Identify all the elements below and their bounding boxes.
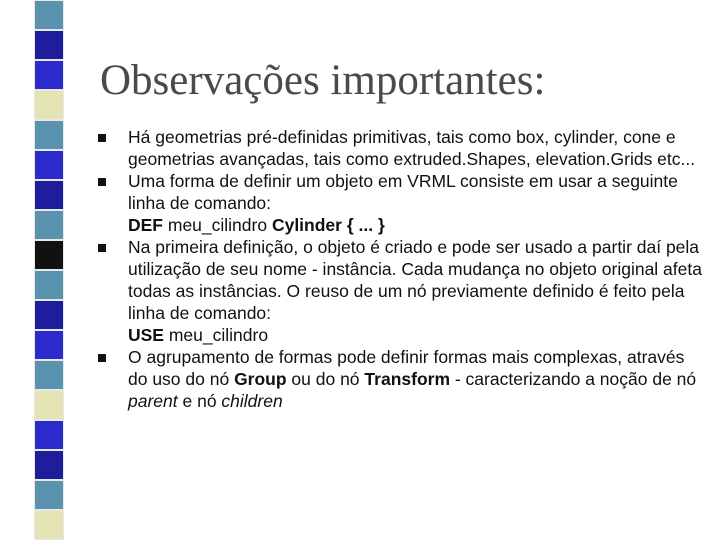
side-strip-block	[34, 0, 64, 30]
command-line	[128, 214, 708, 236]
bullet-item	[98, 170, 708, 236]
command-keyword: USE	[128, 325, 164, 345]
bullet-text: Uma forma de definir um objeto em VRML consiste em usar a seguinte linha de comando:	[128, 171, 678, 213]
decorative-side-strip	[0, 0, 60, 540]
bullet-text-part: O agrupamento de formas pode definir formas mais complexas, através do uso do nó	[128, 347, 685, 389]
side-strip-block	[34, 300, 64, 330]
command-name: meu_cilindro	[163, 325, 269, 345]
slide-title: Observações importantes:	[100, 57, 546, 104]
side-strip-block	[34, 210, 64, 240]
side-strip-block	[34, 390, 64, 420]
command-line	[128, 324, 708, 346]
side-strip-block	[34, 480, 64, 510]
bullet-item	[98, 236, 708, 346]
command-name: meu_cilindro	[163, 215, 272, 235]
side-strip-block	[34, 420, 64, 450]
side-strip-block	[34, 120, 64, 150]
side-strip-block	[34, 30, 64, 60]
side-strip-block	[34, 450, 64, 480]
bullet-text: Na primeira definição, o objeto é criado e pode ser usado a partir daí pela utilização de seu nome - instância. Cada mudança no objeto original afeta todas as instâncias. O reuso de um nó previamente definido é feito pela linha de comando:	[128, 237, 702, 323]
square-bullet-icon	[98, 354, 106, 362]
command-keyword: DEF	[128, 215, 163, 235]
bullet-text-part: ou do nó	[286, 369, 365, 389]
side-strip-block	[34, 270, 64, 300]
square-bullet-icon	[98, 134, 106, 142]
side-strip-block	[34, 360, 64, 390]
bullet-italic-term: parent	[128, 391, 178, 411]
bullet-item	[98, 346, 708, 412]
side-strip-block	[34, 510, 64, 540]
side-strip-block	[34, 180, 64, 210]
bullet-italic-term: children	[221, 391, 283, 411]
bullet-list	[98, 126, 708, 412]
square-bullet-icon	[98, 244, 106, 252]
side-strip-block	[34, 240, 64, 270]
side-strip-block	[34, 90, 64, 120]
command-keyword: Cylinder { ... }	[271, 215, 385, 235]
side-strip-block	[34, 60, 64, 90]
side-strip-block	[34, 150, 64, 180]
bullet-text: Há geometrias pré-definidas primitivas, tais como box, cylinder, cone e geometrias avançadas, tais como extruded.Shapes, elevation.Grids etc...	[128, 127, 696, 169]
bullet-text-part: - caracterizando a noção de nó	[450, 369, 697, 389]
bullet-bold-term: Group	[234, 369, 287, 389]
bullet-item	[98, 126, 708, 170]
side-strip-block	[34, 330, 64, 360]
square-bullet-icon	[98, 178, 106, 186]
bullet-text-part: e nó	[177, 391, 222, 411]
bullet-bold-term: Transform	[364, 369, 450, 389]
